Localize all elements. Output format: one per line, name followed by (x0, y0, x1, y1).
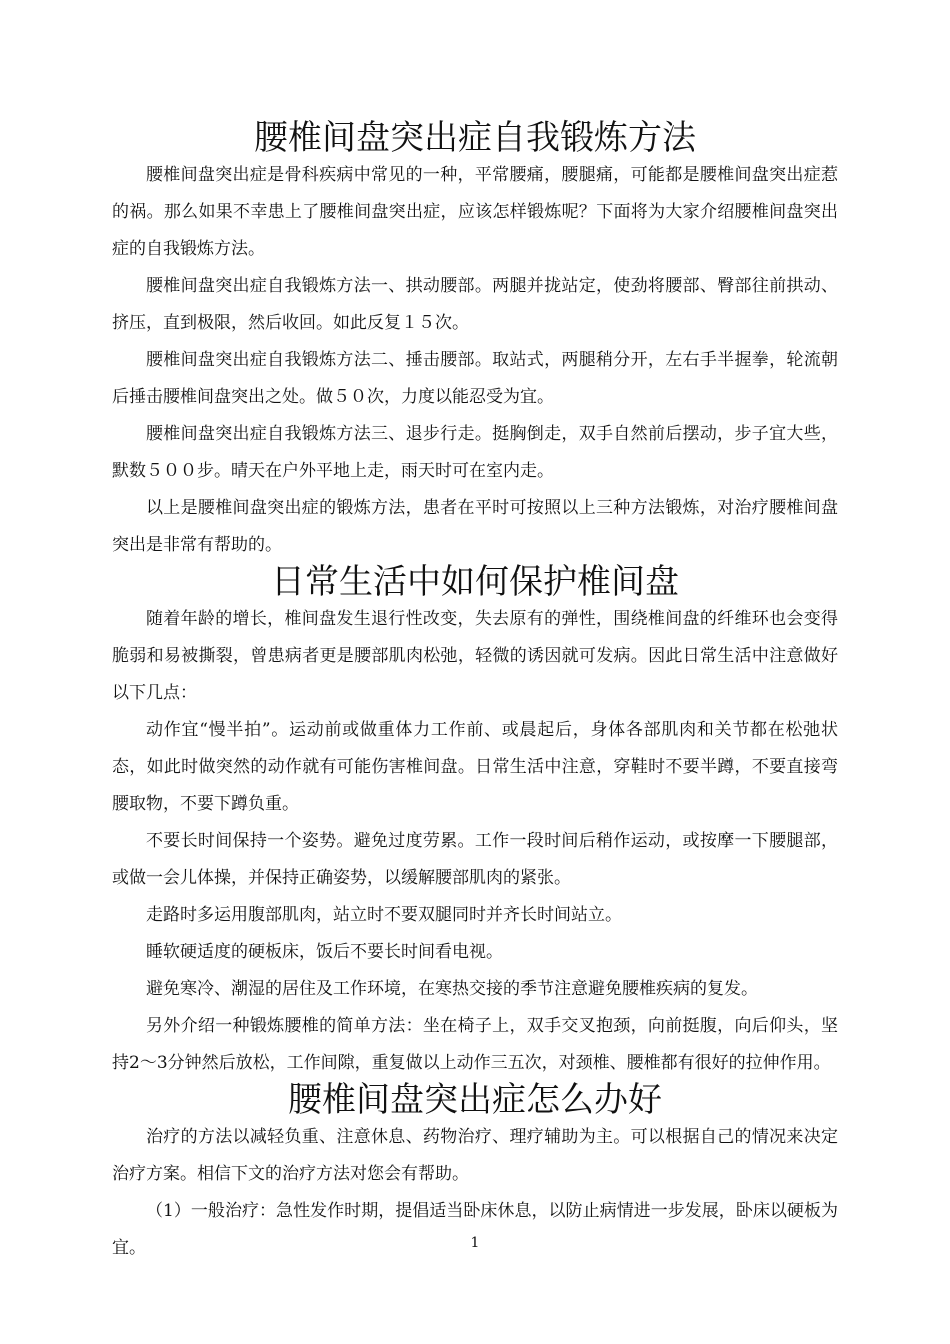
paragraph: 走路时多运用腹部肌肉，站立时不要双腿同时并齐长时间站立。 (146, 905, 622, 925)
section-title: 腰椎间盘突出症怎么办好 (288, 1080, 662, 1120)
paragraph: 不要长时间保持一个姿势。避免过度劳累。工作一段时间后稍作运动，或按摩一下腰腿部，或做一会儿体操，并保持正确姿势，以缓解腰部肌肉的紧张。 (112, 831, 838, 888)
paragraph: 随着年龄的增长，椎间盘发生退行性改变，失去原有的弹性，围绕椎间盘的纤维环也会变得脆弱和易被撕裂，曾患病者更是腰部肌肉松弛，轻微的诱因就可发病。因此日常生活中注意做好以下几点： (112, 609, 838, 703)
paragraph: 睡软硬适度的硬板床，饭后不要长时间看电视。 (146, 942, 503, 962)
paragraph: 另外介绍一种锻炼腰椎的简单方法：坐在椅子上，双手交叉抱颈，向前挺腹，向后仰头，坚持2～3分钟然后放松，工作间隙，重复做以上动作三五次，对颈椎、腰椎都有很好的拉伸作用。 (112, 1016, 838, 1073)
page-number: 1 (470, 1235, 480, 1251)
document-body (112, 120, 838, 1267)
paragraph: 腰椎间盘突出症自我锻炼方法一、拱动腰部。两腿并拢站定，使劲将腰部、臀部往前拱动、挤压，直到极限，然后收回。如此反复１５次。 (112, 276, 838, 333)
paragraph: 治疗的方法以减轻负重、注意休息、药物治疗、理疗辅助为主。可以根据自己的情况来决定治疗方案。相信下文的治疗方法对您会有帮助。 (112, 1127, 838, 1184)
paragraph: 腰椎间盘突出症是骨科疾病中常见的一种，平常腰痛，腰腿痛，可能都是腰椎间盘突出症惹的祸。那么如果不幸患上了腰椎间盘突出症，应该怎样锻炼呢？下面将为大家介绍腰椎间盘突出症的自我锻炼方法。 (112, 165, 838, 259)
paragraph: 腰椎间盘突出症自我锻炼方法二、捶击腰部。取站式，两腿稍分开，左右手半握拳，轮流朝后捶击腰椎间盘突出之处。做５０次，力度以能忍受为宜。 (112, 350, 838, 407)
paragraph: 动作宜“慢半拍”。运动前或做重体力工作前、或晨起后，身体各部肌肉和关节都在松弛状态，如此时做突然的动作就有可能伤害椎间盘。日常生活中注意，穿鞋时不要半蹲，不要直接弯腰取物，不要下蹲负重。 (112, 720, 838, 814)
paragraph: 避免寒冷、潮湿的居住及工作环境，在寒热交接的季节注意避免腰椎疾病的复发。 (146, 979, 758, 999)
paragraph: 以上是腰椎间盘突出症的锻炼方法，患者在平时可按照以上三种方法锻炼，对治疗腰椎间盘突出是非常有帮助的。 (112, 498, 838, 555)
section-title: 腰椎间盘突出症自我锻炼方法 (254, 118, 696, 158)
section-title: 日常生活中如何保护椎间盘 (271, 562, 679, 602)
paragraph: 腰椎间盘突出症自我锻炼方法三、退步行走。挺胸倒走，双手自然前后摆动，步子宜大些，默数５００步。晴天在户外平地上走，雨天时可在室内走。 (112, 424, 838, 481)
paragraph: （1）一般治疗：急性发作时期，提倡适当卧床休息，以防止病情进一步发展，卧床以硬板为宜。 (112, 1201, 838, 1258)
